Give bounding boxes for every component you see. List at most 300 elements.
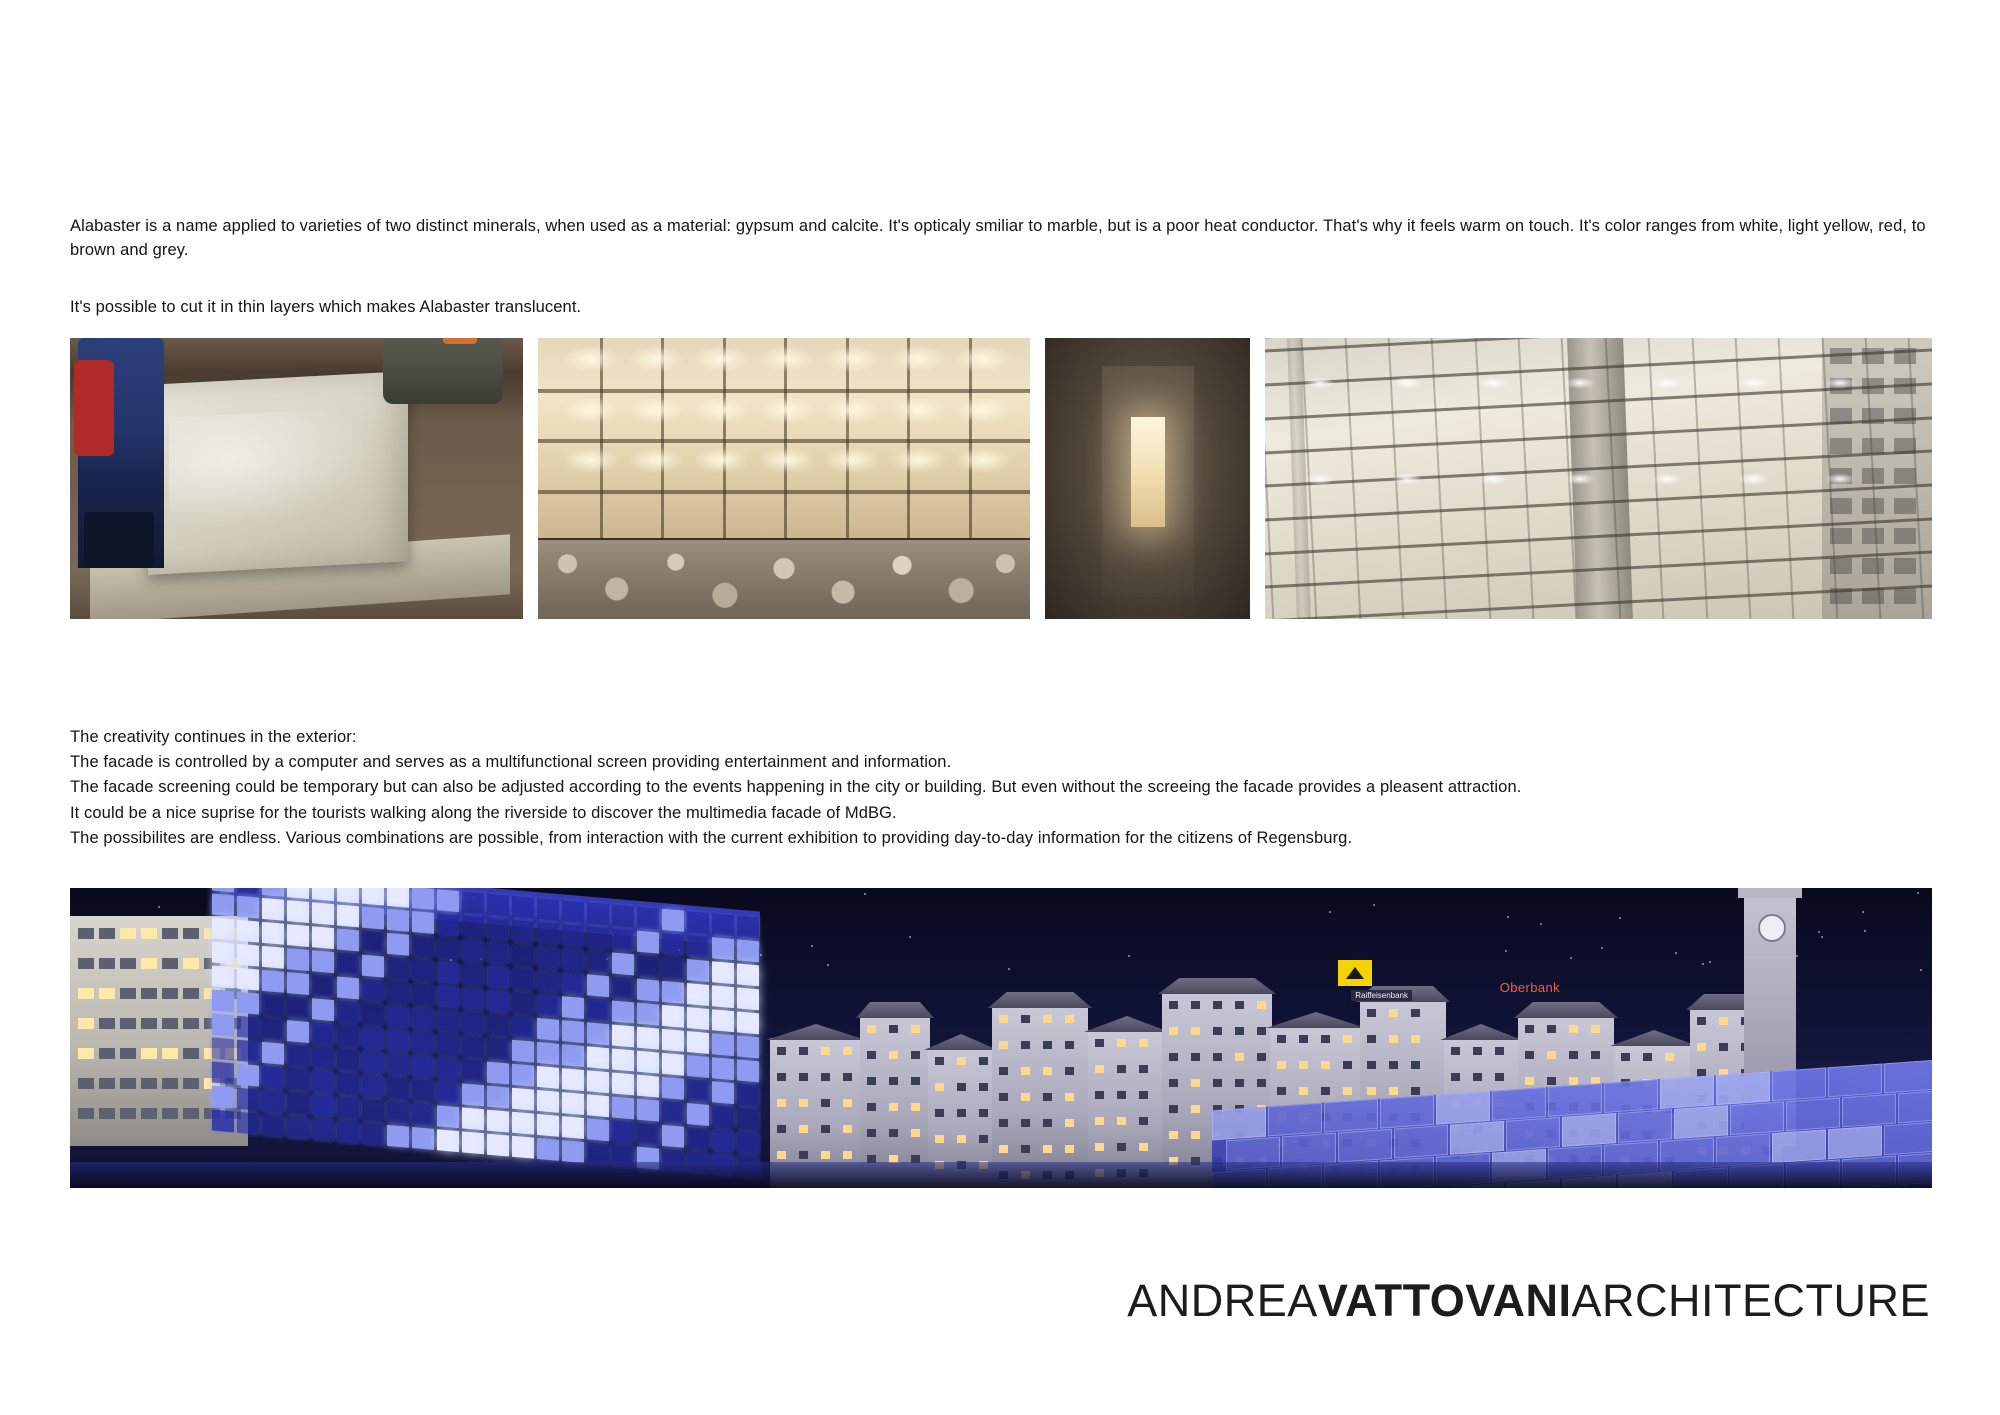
panorama-town-window [1169,1105,1178,1113]
panorama-facade-pixel [262,994,284,1017]
panorama-facade-pixel [487,942,509,965]
panorama-facade-pixel [237,1040,259,1063]
panorama-facade-pixel [412,983,434,1006]
panorama-facade-pixel [562,1044,584,1067]
panorama-facade-pixel [737,1035,759,1058]
photo2-backlight-glow [890,346,946,372]
panorama-facade-pixel [462,1035,484,1058]
panorama-facade-pixel [312,950,334,973]
panorama-apartment-window [141,1048,157,1059]
panorama-facade-pixel [562,900,584,923]
panorama-apartment-window [99,1048,115,1059]
panorama-town-window [777,1125,786,1133]
panorama-apartment-window [183,1108,199,1119]
panorama-facade-pixel [462,987,484,1010]
panorama-town-window [1043,1119,1052,1127]
panorama-canopy-pane [1674,1105,1728,1139]
panorama-town-window [1095,1091,1104,1099]
panorama-town-window [843,1151,852,1159]
panorama-facade-pixel [487,1038,509,1061]
logo-part-vattovani: VATTOVANI [1317,1275,1572,1326]
panorama-facade-pixel [362,931,384,954]
photo2-backlight-glow [890,397,946,423]
panorama-facade-pixel [512,1040,534,1063]
panorama-facade-pixel [262,898,284,921]
panorama-town-window [1591,1051,1600,1059]
panorama-facade-pixel [362,1027,384,1050]
panorama-apartment-window [162,928,178,939]
panorama-facade-pixel [337,904,359,927]
panorama-facade-pixel [712,1129,734,1152]
panorama-town-window [1169,1079,1178,1087]
panorama-apartment-window [141,1018,157,1029]
panorama-facade-pixel [312,998,334,1021]
panorama-town-window [1191,1131,1200,1139]
panorama-canopy-pane [1772,1067,1826,1101]
panorama-canopy-pane [1450,1121,1504,1155]
panorama-facade-pixel [537,946,559,969]
panorama-town-window [799,1073,808,1081]
panorama-apartment-window [141,958,157,969]
panorama-facade-pixel [362,1075,384,1098]
panorama-town-window [843,1125,852,1133]
panorama-facade-pixel [662,1029,684,1052]
photo2-backlight-glow [759,346,815,372]
panorama-facade-pixel [537,1138,559,1161]
panorama-facade-pixel [287,1116,309,1139]
panorama-town-window [1525,1025,1534,1033]
panorama-facade-pixel [512,992,534,1015]
panorama-star [864,893,866,895]
panorama-facade-pixel [287,924,309,947]
panorama-facade-pixel [287,888,309,899]
panorama-facade-pixel [462,963,484,986]
panorama-facade-pixel [412,1127,434,1150]
panorama-facade-pixel [737,1011,759,1034]
panorama-facade-pixel [587,950,609,973]
panorama-town-window [957,1083,966,1091]
photo4-side-window [1894,498,1916,514]
photo4-light-spot [1392,473,1422,485]
panorama-canopy-pane [1324,1099,1378,1133]
panorama-star [1505,950,1507,952]
panorama-facade-pixel [712,1033,734,1056]
panorama-apartment-window [99,928,115,939]
photo2-backlight-glow [693,447,749,473]
panorama-apartment-window [78,1018,94,1029]
panorama-facade-pixel [637,979,659,1002]
panorama-canopy-pane [1618,1109,1672,1143]
panorama-town-window [821,1151,830,1159]
panorama-facade-pixel [737,1083,759,1106]
panorama-town-window [1569,1025,1578,1033]
panorama-facade-pixel [212,1086,234,1109]
panorama-facade-pixel [487,894,509,917]
panorama-facade-pixel [587,1094,609,1117]
photo2-backlight-glow [693,397,749,423]
panorama-town-window [777,1099,786,1107]
panorama-facade-pixel [462,1059,484,1082]
panorama-apartment-window [120,1048,136,1059]
panorama-facade-pixel [612,1096,634,1119]
photo4-side-window [1830,438,1852,454]
panorama-town-window [1139,1117,1148,1125]
panorama-canopy-pane [1842,1094,1896,1128]
photo4-light-spot [1739,473,1769,485]
photo4-side-window [1894,588,1916,604]
panorama-facade-pixel [637,955,659,978]
panorama-facade-pixel [437,1057,459,1080]
panorama-town-window [1389,1061,1398,1069]
panorama-facade-pixel [562,1092,584,1115]
panorama-town-window [1591,1025,1600,1033]
panorama-facade-pixel [212,942,234,965]
photo4-side-window [1830,498,1852,514]
panorama-canopy-pane [1492,1087,1546,1121]
panorama-town-window [799,1151,808,1159]
panorama-town-window [1021,1015,1030,1023]
panorama-town-window [1257,1053,1266,1061]
panorama-town-window [1367,1061,1376,1069]
panorama-town-window [889,1025,898,1033]
panorama-facade-pixel [687,1127,709,1150]
panorama-facade-pixel [487,990,509,1013]
panorama-facade-pixel [537,898,559,921]
panorama-town-window [1367,1087,1376,1095]
panorama-star [1619,917,1621,919]
panorama-facade-pixel [437,1081,459,1104]
panorama-apartment-window [141,1078,157,1089]
panorama-facade-pixel [362,979,384,1002]
panorama-town-window [1257,1001,1266,1009]
panorama-facade-pixel [537,1114,559,1137]
panorama-facade-pixel [512,1088,534,1111]
panorama-canopy-pane [1212,1107,1266,1141]
panorama-apartment-window [78,958,94,969]
panorama-town-window [1367,1009,1376,1017]
panorama-town-window [1065,1119,1074,1127]
panorama-facade-pixel [562,996,584,1019]
illuminated-wall-slot-photo [1045,338,1250,619]
panorama-town-window [1169,1131,1178,1139]
panorama-facade-pixel [412,1079,434,1102]
photo4-side-window [1862,528,1884,544]
panorama-town-window [1547,1025,1556,1033]
panorama-town-window [999,1015,1008,1023]
panorama-facade-pixel [212,1014,234,1037]
panorama-facade-pixel [487,966,509,989]
panorama-facade-pixel [237,896,259,919]
panorama-town-window [1117,1065,1126,1073]
panorama-canopy-pane [1660,1075,1714,1109]
panorama-facade-pixel [312,1046,334,1069]
panorama-facade-pixel [512,896,534,919]
panorama-town-window [1473,1073,1482,1081]
panorama-facade-pixel [362,1051,384,1074]
panorama-town-window [1321,1061,1330,1069]
photo2-gravel-bed [538,540,1030,619]
panorama-town-window [1043,1015,1052,1023]
panorama-facade-pixel [462,939,484,962]
panorama-facade-pixel [562,924,584,947]
panorama-facade-pixel [237,944,259,967]
panorama-facade-pixel [587,902,609,925]
panorama-apartment-window [99,1078,115,1089]
photo2-backlight-glow [759,447,815,473]
panorama-facade-pixel [612,976,634,999]
panorama-facade-pixel [637,1123,659,1146]
panorama-facade-pixel [212,888,234,892]
panorama-town-window [1191,1027,1200,1035]
panorama-facade-pixel [412,959,434,982]
panorama-facade-pixel [462,915,484,938]
panorama-town-window [889,1077,898,1085]
panorama-town-window [1411,1061,1420,1069]
panorama-facade-pixel [412,1007,434,1030]
panorama-facade-pixel [387,933,409,956]
panorama-apartment-window [78,988,94,999]
panorama-facade-pixel [562,948,584,971]
panorama-facade-pixel [512,1136,534,1159]
panorama-town-window [1277,1061,1286,1069]
panorama-facade-pixel [737,1131,759,1154]
panorama-town-window [999,1093,1008,1101]
panorama-facade-pixel [687,959,709,982]
panorama-apartment-window [183,988,199,999]
panorama-town-window [979,1083,988,1091]
panorama-facade-pixel [587,1070,609,1093]
exterior-line-3: The facade screening could be temporary but can also be adjusted according to the events happening in the city or building. But even without the screeing the facade provides a pleasent attraction. [70,778,1522,797]
panorama-water-reflection [70,1162,1932,1188]
panorama-facade-pixel [537,1018,559,1041]
panorama-facade-pixel [287,996,309,1019]
exterior-line-2: The facade is controlled by a computer and serves as a multifunctional screen providing entertainment and information. [70,753,952,772]
panorama-town-window [1117,1143,1126,1151]
panorama-star [158,906,160,908]
panorama-canopy-pane [1786,1097,1840,1131]
panorama-town-window [1321,1087,1330,1095]
photo4-light-spot [1478,473,1508,485]
panorama-facade-pixel [412,1103,434,1126]
photo4-light-spot [1825,473,1855,485]
panorama-town-window [1389,1035,1398,1043]
panorama-facade-pixel [637,907,659,930]
raiffeisen-sign-label: Raiffeisenbank [1351,990,1412,1001]
panorama-town-window [999,1067,1008,1075]
panorama-apartment-window [141,1108,157,1119]
panorama-facade-pixel [387,909,409,932]
panorama-facade-pixel [237,1088,259,1111]
intro-paragraph-2: It's possible to cut it in thin layers which makes Alabaster translucent. [70,297,582,316]
alabaster-facade-detail-photo [1265,338,1932,619]
panorama-facade-pixel [387,1005,409,1028]
panorama-facade-pixel [687,1103,709,1126]
panorama-town-window [799,1099,808,1107]
panorama-facade-pixel [237,888,259,895]
panorama-town-window [1191,1105,1200,1113]
photo2-backlight-glow [563,346,619,372]
panorama-facade-pixel [337,1096,359,1119]
panorama-town-window [1117,1039,1126,1047]
panorama-town-window [889,1103,898,1111]
panorama-town-window [1235,1053,1244,1061]
panorama-facade-pixel [587,1022,609,1045]
panorama-facade-pixel [237,992,259,1015]
panorama-facade-pixel [337,928,359,951]
panorama-facade-pixel [712,1081,734,1104]
panorama-canopy-pane [1548,1083,1602,1117]
panorama-town-window [1191,1079,1200,1087]
panorama-facade-pixel [212,894,234,917]
panorama-town-window [1139,1039,1148,1047]
panorama-apartment-window [99,958,115,969]
panorama-star [1570,957,1572,959]
panorama-facade-pixel [562,972,584,995]
panorama-apartment-window [162,958,178,969]
photo2-backlight-glow [890,447,946,473]
panorama-facade-pixel [387,981,409,1004]
panorama-facade-pixel [387,1125,409,1148]
panorama-star [1540,923,1542,925]
panorama-facade-pixel [737,1059,759,1082]
panorama-town-window [999,1145,1008,1153]
photo2-grid-rail [538,439,1030,443]
photo4-light-spot [1652,473,1682,485]
panorama-facade-pixel [462,1011,484,1034]
panorama-facade-pixel [462,1107,484,1130]
panorama-town-window [1117,1117,1126,1125]
panorama-facade-pixel [512,944,534,967]
panorama-facade-pixel [212,1062,234,1085]
panorama-facade-pixel [337,976,359,999]
panorama-facade-pixel [737,939,759,962]
panorama-town-window [889,1051,898,1059]
panorama-town-window [1367,1035,1376,1043]
panorama-canopy-pane [1772,1129,1826,1163]
photo2-backlight-glow [824,397,880,423]
panorama-town-window [1095,1039,1104,1047]
exterior-text-block [70,725,1870,851]
panorama-tower-cap [1738,888,1802,898]
panorama-canopy-pane [1394,1125,1448,1159]
panorama-facade-pixel [612,1000,634,1023]
panorama-town-window [1473,1047,1482,1055]
panorama-star [1329,911,1331,913]
panorama-town-window [1065,1041,1074,1049]
panorama-facade-pixel [337,1072,359,1095]
panorama-apartment-window [120,1078,136,1089]
panorama-apartment-window [162,988,178,999]
panorama-facade-pixel [512,968,534,991]
panorama-facade-pixel [212,966,234,989]
panorama-town-window [1043,1067,1052,1075]
panorama-facade-pixel [537,922,559,945]
photo4-side-window [1862,558,1884,574]
panorama-town-window [777,1073,786,1081]
panorama-town-window [1451,1073,1460,1081]
panorama-town-window [1451,1047,1460,1055]
panorama-facade-pixel [387,1077,409,1100]
panorama-town-window [1719,1043,1728,1051]
photo2-backlight-glow [628,397,684,423]
panorama-town-window [1043,1145,1052,1153]
panorama-facade-pixel [662,1077,684,1100]
panorama-facade-pixel [612,1120,634,1143]
panorama-facade-pixel [537,1090,559,1113]
panorama-facade-pixel [662,1053,684,1076]
panorama-town-window [867,1025,876,1033]
panorama-facade-pixel [562,1140,584,1163]
panorama-town-window [799,1047,808,1055]
photo3-light-slot [1131,417,1165,527]
panorama-town-window [1719,1017,1728,1025]
panorama-facade-pixel [237,1064,259,1087]
photo1-worker-left [78,338,164,568]
panorama-canopy-pane [1506,1117,1560,1151]
panorama-facade-pixel [712,913,734,936]
panorama-town-window [1495,1073,1504,1081]
panorama-facade-pixel [437,1105,459,1128]
photo2-backlight-glow [693,346,749,372]
photo4-side-window [1894,468,1916,484]
panorama-town-window [1411,1009,1420,1017]
panorama-canopy-pane [1884,1122,1932,1156]
panorama-facade-pixel [337,1120,359,1143]
panorama-facade-pixel [262,970,284,993]
photo2-backlight-glow [955,346,1011,372]
photo2-backlight-glow [824,447,880,473]
panorama-town-window [1343,1087,1352,1095]
panorama-apartment-window [120,988,136,999]
panorama-town-window [957,1057,966,1065]
panorama-facade-pixel [287,948,309,971]
panorama-facade-pixel [712,1057,734,1080]
panorama-canopy-pane [1268,1103,1322,1137]
panorama-facade-pixel [537,970,559,993]
panorama-facade-pixel [312,902,334,925]
panorama-facade-pixel [287,1092,309,1115]
panorama-facade-pixel [212,1110,234,1133]
panorama-town-window [979,1057,988,1065]
panorama-apartment-window [99,988,115,999]
panorama-facade-pixel [337,888,359,903]
panorama-town-window [911,1077,920,1085]
panorama-town-window [1235,1079,1244,1087]
panorama-town-window [1277,1087,1286,1095]
exterior-line-5: The possibilites are endless. Various combinations are possible, from interaction with the current exhibition to providing day-to-day information for the citizens of Regensburg. [70,828,1353,847]
photo4-side-window [1894,528,1916,544]
panorama-town-window [1643,1053,1652,1061]
panorama-facade-pixel [562,1116,584,1139]
panorama-facade-pixel [687,1007,709,1030]
panorama-facade-pixel [512,1112,534,1135]
panorama-town-window [1065,1067,1074,1075]
panorama-apartment-window [99,1108,115,1119]
panorama-facade-pixel [687,1055,709,1078]
panorama-facade-pixel [712,1009,734,1032]
panorama-canopy-pane [1730,1101,1784,1135]
panorama-facade-pixel [212,990,234,1013]
panorama-apartment-window [120,1018,136,1029]
panorama-facade-pixel [662,1005,684,1028]
panorama-apartment-window [141,988,157,999]
panorama-facade-pixel [712,985,734,1008]
image-strip [70,338,1932,619]
panorama-facade-pixel [437,1009,459,1032]
panorama-apartment-window [78,1078,94,1089]
panorama-town-window [1389,1009,1398,1017]
panorama-media-facade [212,888,772,1188]
